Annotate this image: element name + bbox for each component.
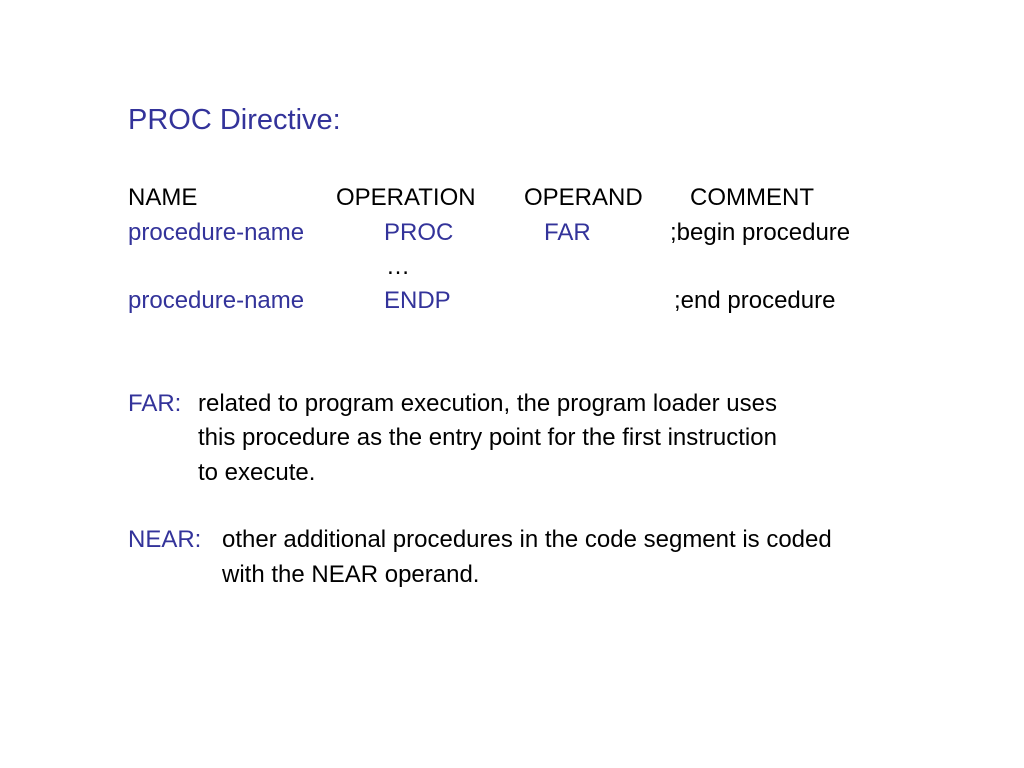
far-term: FAR: bbox=[128, 390, 182, 417]
row2-operation: ENDP bbox=[384, 287, 451, 314]
row1-name: procedure-name bbox=[128, 219, 305, 246]
far-line-3: to execute. bbox=[198, 459, 316, 486]
far-line-2: this procedure as the entry point for the first instruction bbox=[198, 424, 777, 451]
row1-operation: PROC bbox=[384, 219, 454, 246]
near-term: NEAR: bbox=[128, 526, 202, 553]
far-line-1: related to program execution, the program loader uses bbox=[198, 390, 777, 417]
row1-comment: ;begin procedure bbox=[670, 219, 851, 246]
near-line-2: with the NEAR operand. bbox=[222, 561, 480, 588]
ellipsis: … bbox=[386, 253, 410, 280]
header-comment: COMMENT bbox=[690, 184, 814, 211]
header-operation: OPERATION bbox=[336, 184, 476, 211]
header-operand: OPERAND bbox=[524, 184, 643, 211]
row1-operand: FAR bbox=[544, 219, 591, 246]
row2-comment: ;end procedure bbox=[674, 287, 836, 314]
header-name: NAME bbox=[128, 184, 198, 211]
slide-title: PROC Directive: bbox=[128, 104, 341, 136]
row2-name: procedure-name bbox=[128, 287, 305, 314]
near-line-1: other additional procedures in the code segment is coded bbox=[222, 526, 832, 553]
